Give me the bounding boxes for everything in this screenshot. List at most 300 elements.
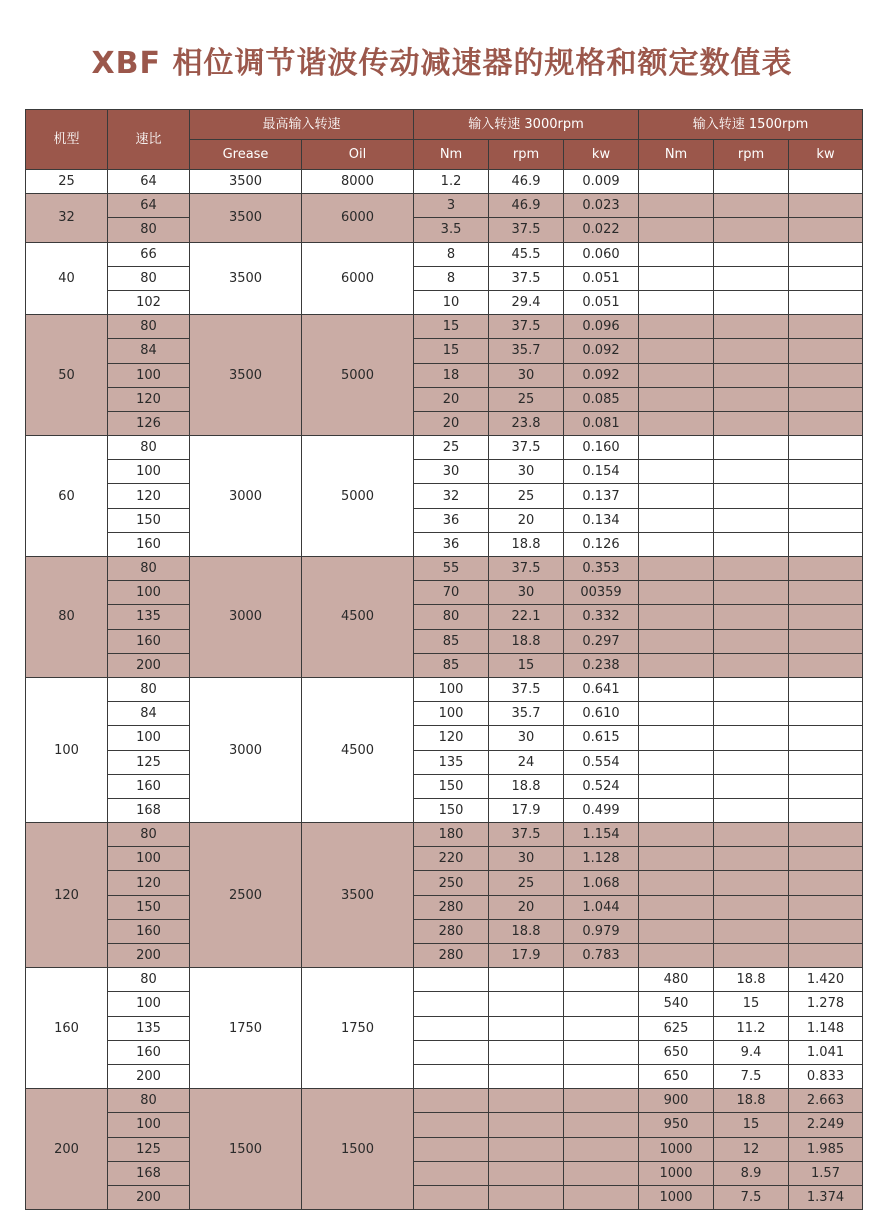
nm-1500-cell xyxy=(639,315,714,339)
header-group-3000: 输入转速 3000rpm xyxy=(414,110,639,140)
nm-3000-cell: 18 xyxy=(414,363,489,387)
header-kw-1500: kw xyxy=(789,140,863,170)
rpm-3000-cell xyxy=(489,1016,564,1040)
nm-3000-cell: 85 xyxy=(414,653,489,677)
nm-1500-cell xyxy=(639,557,714,581)
kw-1500-cell xyxy=(789,847,863,871)
nm-3000-cell: 135 xyxy=(414,750,489,774)
nm-1500-cell xyxy=(639,750,714,774)
ratio-cell: 160 xyxy=(108,919,190,943)
rpm-3000-cell: 29.4 xyxy=(489,290,564,314)
table-row xyxy=(26,532,863,556)
rpm-3000-cell: 37.5 xyxy=(489,823,564,847)
ratio-cell: 100 xyxy=(108,363,190,387)
nm-1500-cell xyxy=(639,774,714,798)
kw-1500-cell xyxy=(789,363,863,387)
table-row xyxy=(26,218,863,242)
table-row xyxy=(26,581,863,605)
nm-1500-cell xyxy=(639,508,714,532)
kw-1500-cell xyxy=(789,895,863,919)
nm-3000-cell: 100 xyxy=(414,702,489,726)
rpm-1500-cell xyxy=(714,315,789,339)
nm-3000-cell: 120 xyxy=(414,726,489,750)
table-header xyxy=(26,110,863,170)
header-rpm-1500: rpm xyxy=(714,140,789,170)
rpm-3000-cell xyxy=(489,1137,564,1161)
ratio-cell: 80 xyxy=(108,218,190,242)
ratio-cell: 200 xyxy=(108,944,190,968)
table-row xyxy=(26,774,863,798)
rpm-1500-cell xyxy=(714,411,789,435)
rpm-3000-cell: 46.9 xyxy=(489,194,564,218)
ratio-cell: 150 xyxy=(108,508,190,532)
oil-cell: 1500 xyxy=(302,1089,414,1210)
kw-1500-cell xyxy=(789,484,863,508)
grease-cell: 3000 xyxy=(190,436,302,557)
nm-3000-cell: 36 xyxy=(414,508,489,532)
rpm-1500-cell xyxy=(714,944,789,968)
kw-3000-cell xyxy=(564,1185,639,1209)
nm-1500-cell xyxy=(639,702,714,726)
rpm-1500-cell xyxy=(714,871,789,895)
nm-1500-cell: 650 xyxy=(639,1064,714,1088)
kw-1500-cell xyxy=(789,339,863,363)
nm-1500-cell xyxy=(639,290,714,314)
kw-1500-cell xyxy=(789,266,863,290)
oil-cell: 4500 xyxy=(302,557,414,678)
kw-3000-cell: 0.081 xyxy=(564,411,639,435)
rpm-3000-cell xyxy=(489,968,564,992)
nm-1500-cell xyxy=(639,726,714,750)
ratio-cell: 150 xyxy=(108,895,190,919)
nm-3000-cell: 3.5 xyxy=(414,218,489,242)
kw-1500-cell xyxy=(789,629,863,653)
kw-1500-cell xyxy=(789,726,863,750)
rpm-3000-cell: 20 xyxy=(489,895,564,919)
kw-3000-cell: 0.499 xyxy=(564,798,639,822)
table-row xyxy=(26,968,863,992)
ratio-cell: 168 xyxy=(108,798,190,822)
kw-3000-cell xyxy=(564,1161,639,1185)
nm-1500-cell: 625 xyxy=(639,1016,714,1040)
kw-3000-cell: 0.092 xyxy=(564,339,639,363)
nm-3000-cell: 32 xyxy=(414,484,489,508)
rpm-1500-cell xyxy=(714,242,789,266)
header-max-speed: 最高输入转速 xyxy=(190,110,414,140)
nm-1500-cell: 1000 xyxy=(639,1161,714,1185)
table-row xyxy=(26,823,863,847)
kw-1500-cell xyxy=(789,170,863,194)
kw-1500-cell: 2.249 xyxy=(789,1113,863,1137)
nm-3000-cell: 15 xyxy=(414,339,489,363)
nm-1500-cell xyxy=(639,170,714,194)
table-row xyxy=(26,1089,863,1113)
kw-1500-cell xyxy=(789,677,863,701)
rpm-3000-cell: 45.5 xyxy=(489,242,564,266)
nm-1500-cell xyxy=(639,460,714,484)
header-grease: Grease xyxy=(190,140,302,170)
ratio-cell: 135 xyxy=(108,605,190,629)
table-row xyxy=(26,1064,863,1088)
nm-3000-cell: 220 xyxy=(414,847,489,871)
kw-1500-cell xyxy=(789,605,863,629)
table-row xyxy=(26,411,863,435)
kw-3000-cell: 0.353 xyxy=(564,557,639,581)
nm-3000-cell: 36 xyxy=(414,532,489,556)
oil-cell: 6000 xyxy=(302,194,414,242)
kw-1500-cell xyxy=(789,798,863,822)
nm-3000-cell: 3 xyxy=(414,194,489,218)
rpm-3000-cell: 30 xyxy=(489,726,564,750)
nm-3000-cell: 150 xyxy=(414,774,489,798)
kw-1500-cell xyxy=(789,653,863,677)
ratio-cell: 80 xyxy=(108,557,190,581)
model-cell: 32 xyxy=(26,194,108,242)
nm-3000-cell: 150 xyxy=(414,798,489,822)
ratio-cell: 100 xyxy=(108,992,190,1016)
ratio-cell: 66 xyxy=(108,242,190,266)
model-cell: 200 xyxy=(26,1089,108,1210)
kw-1500-cell xyxy=(789,702,863,726)
ratio-cell: 100 xyxy=(108,581,190,605)
kw-1500-cell xyxy=(789,750,863,774)
rpm-1500-cell: 9.4 xyxy=(714,1040,789,1064)
rpm-3000-cell: 37.5 xyxy=(489,557,564,581)
rpm-1500-cell xyxy=(714,726,789,750)
kw-3000-cell xyxy=(564,968,639,992)
rpm-1500-cell: 18.8 xyxy=(714,968,789,992)
rpm-3000-cell: 24 xyxy=(489,750,564,774)
grease-cell: 3000 xyxy=(190,677,302,822)
nm-3000-cell: 250 xyxy=(414,871,489,895)
ratio-cell: 80 xyxy=(108,315,190,339)
grease-cell: 3500 xyxy=(190,194,302,242)
nm-1500-cell xyxy=(639,847,714,871)
header-oil: Oil xyxy=(302,140,414,170)
rpm-3000-cell: 25 xyxy=(489,387,564,411)
rpm-3000-cell: 18.8 xyxy=(489,629,564,653)
header-nm-3000: Nm xyxy=(414,140,489,170)
model-cell: 80 xyxy=(26,557,108,678)
kw-3000-cell: 0.009 xyxy=(564,170,639,194)
nm-3000-cell: 30 xyxy=(414,460,489,484)
nm-1500-cell xyxy=(639,653,714,677)
table-row xyxy=(26,194,863,218)
ratio-cell: 120 xyxy=(108,484,190,508)
oil-cell: 5000 xyxy=(302,315,414,436)
rpm-3000-cell: 35.7 xyxy=(489,702,564,726)
rpm-1500-cell xyxy=(714,460,789,484)
rpm-3000-cell xyxy=(489,992,564,1016)
grease-cell: 1750 xyxy=(190,968,302,1089)
kw-3000-cell: 0.096 xyxy=(564,315,639,339)
model-cell: 25 xyxy=(26,170,108,194)
ratio-cell: 80 xyxy=(108,677,190,701)
nm-3000-cell: 1.2 xyxy=(414,170,489,194)
nm-1500-cell xyxy=(639,605,714,629)
kw-1500-cell: 2.663 xyxy=(789,1089,863,1113)
model-cell: 100 xyxy=(26,677,108,822)
nm-3000-cell: 180 xyxy=(414,823,489,847)
table-row xyxy=(26,677,863,701)
nm-1500-cell xyxy=(639,387,714,411)
rpm-1500-cell xyxy=(714,170,789,194)
kw-1500-cell xyxy=(789,581,863,605)
kw-3000-cell xyxy=(564,1137,639,1161)
ratio-cell: 135 xyxy=(108,1016,190,1040)
ratio-cell: 160 xyxy=(108,532,190,556)
nm-1500-cell xyxy=(639,266,714,290)
ratio-cell: 80 xyxy=(108,968,190,992)
model-cell: 50 xyxy=(26,315,108,436)
rpm-1500-cell xyxy=(714,363,789,387)
rpm-1500-cell xyxy=(714,823,789,847)
rpm-3000-cell: 15 xyxy=(489,653,564,677)
rpm-1500-cell: 15 xyxy=(714,992,789,1016)
table-row xyxy=(26,919,863,943)
rpm-1500-cell xyxy=(714,484,789,508)
oil-cell: 4500 xyxy=(302,677,414,822)
table-body xyxy=(26,170,863,1210)
table-row xyxy=(26,315,863,339)
rpm-1500-cell: 7.5 xyxy=(714,1064,789,1088)
nm-1500-cell xyxy=(639,919,714,943)
ratio-cell: 200 xyxy=(108,653,190,677)
oil-cell: 3500 xyxy=(302,823,414,968)
ratio-cell: 80 xyxy=(108,823,190,847)
nm-1500-cell: 650 xyxy=(639,1040,714,1064)
model-cell: 160 xyxy=(26,968,108,1089)
rpm-1500-cell xyxy=(714,339,789,363)
grease-cell: 2500 xyxy=(190,823,302,968)
ratio-cell: 160 xyxy=(108,774,190,798)
model-cell: 40 xyxy=(26,242,108,315)
kw-3000-cell: 0.610 xyxy=(564,702,639,726)
rpm-3000-cell: 23.8 xyxy=(489,411,564,435)
nm-1500-cell xyxy=(639,242,714,266)
table-row xyxy=(26,798,863,822)
kw-1500-cell xyxy=(789,532,863,556)
grease-cell: 3500 xyxy=(190,242,302,315)
header-nm-1500: Nm xyxy=(639,140,714,170)
kw-1500-cell xyxy=(789,315,863,339)
rpm-3000-cell: 22.1 xyxy=(489,605,564,629)
rpm-1500-cell xyxy=(714,387,789,411)
rpm-1500-cell xyxy=(714,847,789,871)
nm-3000-cell: 70 xyxy=(414,581,489,605)
nm-3000-cell: 280 xyxy=(414,919,489,943)
kw-3000-cell: 0.154 xyxy=(564,460,639,484)
rpm-3000-cell: 37.5 xyxy=(489,218,564,242)
nm-3000-cell xyxy=(414,992,489,1016)
header-model: 机型 xyxy=(26,110,108,170)
nm-3000-cell: 55 xyxy=(414,557,489,581)
nm-1500-cell xyxy=(639,798,714,822)
kw-3000-cell: 0.022 xyxy=(564,218,639,242)
kw-3000-cell: 0.160 xyxy=(564,436,639,460)
kw-3000-cell: 0.134 xyxy=(564,508,639,532)
table-row xyxy=(26,460,863,484)
rpm-1500-cell xyxy=(714,581,789,605)
nm-3000-cell xyxy=(414,1113,489,1137)
rpm-1500-cell xyxy=(714,774,789,798)
ratio-cell: 120 xyxy=(108,871,190,895)
table-row xyxy=(26,1016,863,1040)
rpm-1500-cell: 11.2 xyxy=(714,1016,789,1040)
page-title: XBF 相位调节谐波传动减速器的规格和额定数值表 xyxy=(91,46,793,81)
rpm-3000-cell xyxy=(489,1040,564,1064)
ratio-cell: 80 xyxy=(108,1089,190,1113)
nm-3000-cell: 20 xyxy=(414,387,489,411)
rpm-1500-cell: 12 xyxy=(714,1137,789,1161)
ratio-cell: 80 xyxy=(108,436,190,460)
ratio-cell: 120 xyxy=(108,387,190,411)
table-row xyxy=(26,895,863,919)
nm-1500-cell xyxy=(639,363,714,387)
nm-1500-cell xyxy=(639,339,714,363)
kw-1500-cell xyxy=(789,290,863,314)
nm-1500-cell: 480 xyxy=(639,968,714,992)
rpm-3000-cell: 17.9 xyxy=(489,944,564,968)
nm-1500-cell: 1000 xyxy=(639,1185,714,1209)
ratio-cell: 125 xyxy=(108,1137,190,1161)
table-row xyxy=(26,726,863,750)
table-row xyxy=(26,387,863,411)
oil-cell: 5000 xyxy=(302,436,414,557)
rpm-3000-cell xyxy=(489,1113,564,1137)
kw-3000-cell: 0.238 xyxy=(564,653,639,677)
kw-3000-cell: 1.068 xyxy=(564,871,639,895)
kw-1500-cell: 1.985 xyxy=(789,1137,863,1161)
nm-1500-cell: 540 xyxy=(639,992,714,1016)
table-row xyxy=(26,1040,863,1064)
rpm-3000-cell: 30 xyxy=(489,460,564,484)
nm-1500-cell xyxy=(639,436,714,460)
kw-3000-cell: 1.044 xyxy=(564,895,639,919)
nm-1500-cell xyxy=(639,944,714,968)
nm-3000-cell: 280 xyxy=(414,895,489,919)
table-row xyxy=(26,290,863,314)
table-row xyxy=(26,242,863,266)
rpm-1500-cell: 18.8 xyxy=(714,1089,789,1113)
rpm-3000-cell: 18.8 xyxy=(489,919,564,943)
nm-3000-cell: 85 xyxy=(414,629,489,653)
table-row xyxy=(26,702,863,726)
rpm-1500-cell xyxy=(714,557,789,581)
ratio-cell: 126 xyxy=(108,411,190,435)
kw-1500-cell xyxy=(789,218,863,242)
nm-1500-cell: 1000 xyxy=(639,1137,714,1161)
rpm-3000-cell: 25 xyxy=(489,484,564,508)
ratio-cell: 100 xyxy=(108,460,190,484)
table-row xyxy=(26,605,863,629)
kw-3000-cell xyxy=(564,1089,639,1113)
grease-cell: 3500 xyxy=(190,315,302,436)
rpm-1500-cell xyxy=(714,605,789,629)
nm-3000-cell: 8 xyxy=(414,266,489,290)
kw-3000-cell: 00359 xyxy=(564,581,639,605)
kw-3000-cell: 0.051 xyxy=(564,266,639,290)
oil-cell: 8000 xyxy=(302,170,414,194)
nm-1500-cell xyxy=(639,411,714,435)
rpm-3000-cell: 30 xyxy=(489,363,564,387)
kw-3000-cell: 0.979 xyxy=(564,919,639,943)
nm-3000-cell: 15 xyxy=(414,315,489,339)
kw-1500-cell xyxy=(789,194,863,218)
ratio-cell: 102 xyxy=(108,290,190,314)
kw-1500-cell xyxy=(789,823,863,847)
table-row xyxy=(26,629,863,653)
nm-3000-cell xyxy=(414,1161,489,1185)
kw-1500-cell xyxy=(789,436,863,460)
nm-3000-cell: 20 xyxy=(414,411,489,435)
nm-3000-cell: 8 xyxy=(414,242,489,266)
rpm-1500-cell xyxy=(714,218,789,242)
rpm-3000-cell: 37.5 xyxy=(489,677,564,701)
kw-3000-cell: 0.051 xyxy=(564,290,639,314)
ratio-cell: 84 xyxy=(108,339,190,363)
rpm-3000-cell: 37.5 xyxy=(489,266,564,290)
rpm-1500-cell xyxy=(714,532,789,556)
kw-3000-cell: 0.297 xyxy=(564,629,639,653)
model-cell: 60 xyxy=(26,436,108,557)
table-row xyxy=(26,484,863,508)
ratio-cell: 100 xyxy=(108,847,190,871)
kw-3000-cell xyxy=(564,1113,639,1137)
kw-1500-cell xyxy=(789,411,863,435)
ratio-cell: 168 xyxy=(108,1161,190,1185)
spec-table xyxy=(25,109,863,1210)
ratio-cell: 64 xyxy=(108,170,190,194)
kw-1500-cell xyxy=(789,557,863,581)
table-row xyxy=(26,339,863,363)
rpm-3000-cell: 37.5 xyxy=(489,315,564,339)
kw-1500-cell xyxy=(789,387,863,411)
kw-3000-cell: 0.126 xyxy=(564,532,639,556)
nm-1500-cell xyxy=(639,194,714,218)
ratio-cell: 125 xyxy=(108,750,190,774)
grease-cell: 3000 xyxy=(190,557,302,678)
table-row xyxy=(26,170,863,194)
nm-3000-cell xyxy=(414,1089,489,1113)
rpm-3000-cell xyxy=(489,1064,564,1088)
ratio-cell: 200 xyxy=(108,1185,190,1209)
table-row xyxy=(26,944,863,968)
nm-3000-cell: 10 xyxy=(414,290,489,314)
rpm-1500-cell xyxy=(714,750,789,774)
grease-cell: 3500 xyxy=(190,170,302,194)
rpm-3000-cell: 18.8 xyxy=(489,774,564,798)
header-ratio: 速比 xyxy=(108,110,190,170)
kw-1500-cell xyxy=(789,919,863,943)
table-row xyxy=(26,871,863,895)
rpm-1500-cell xyxy=(714,266,789,290)
kw-1500-cell xyxy=(789,871,863,895)
kw-3000-cell xyxy=(564,1016,639,1040)
kw-3000-cell: 0.092 xyxy=(564,363,639,387)
rpm-3000-cell: 37.5 xyxy=(489,436,564,460)
ratio-cell: 200 xyxy=(108,1064,190,1088)
table-row xyxy=(26,1161,863,1185)
table-row xyxy=(26,266,863,290)
nm-1500-cell xyxy=(639,629,714,653)
kw-3000-cell: 0.783 xyxy=(564,944,639,968)
rpm-3000-cell: 25 xyxy=(489,871,564,895)
nm-3000-cell xyxy=(414,968,489,992)
rpm-3000-cell xyxy=(489,1089,564,1113)
table-row xyxy=(26,508,863,532)
kw-3000-cell: 0.615 xyxy=(564,726,639,750)
